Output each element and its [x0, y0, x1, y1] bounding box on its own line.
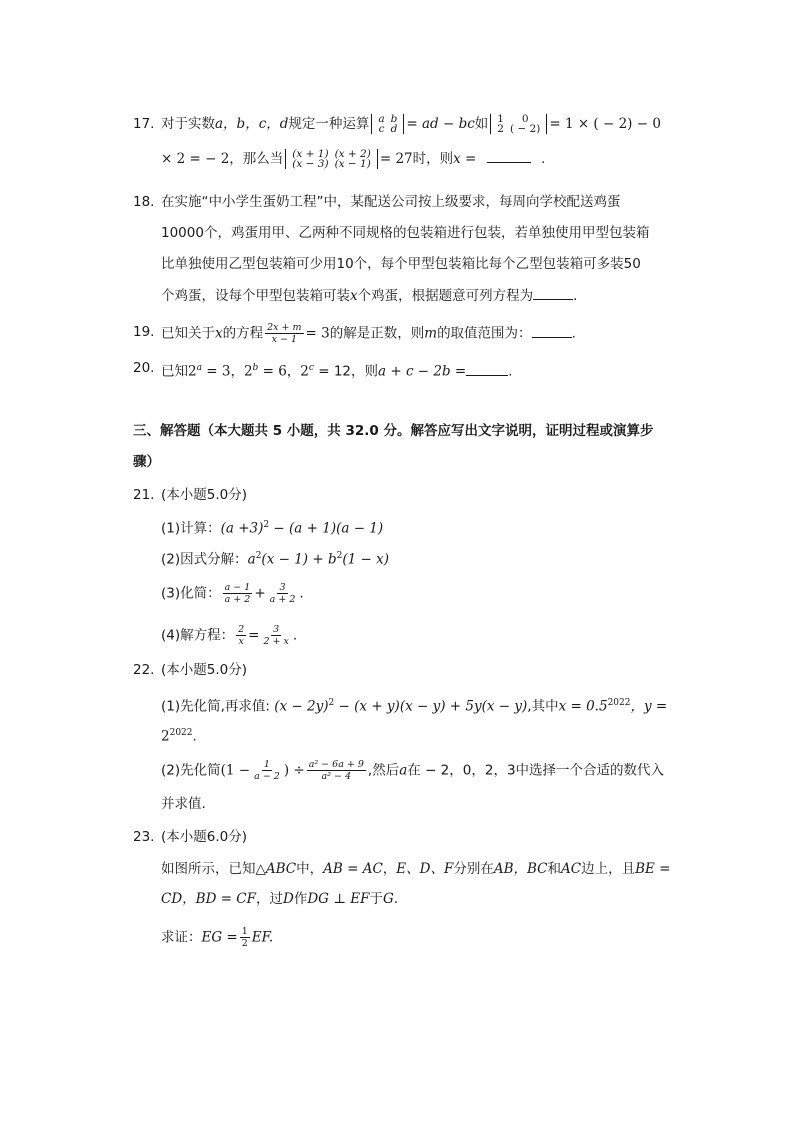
q19-fraction: $\frac{2x + m}{x - 1}$ — [267, 322, 302, 345]
q17-line1 — [161, 114, 661, 134]
q22-part1-line2: $2^{2022}$. — [161, 728, 197, 745]
q21-p4-fraction-2: $\frac{3}{2 + x}$ — [263, 624, 289, 647]
section3-heading-line1: 三、解答题（本大题共 5 小题，共 32.0 分。解答应写出文字说明，证明过程或演算步 — [133, 423, 654, 439]
q23-line2: CD，BD = CF，过D作DG ⊥ EF于G. — [161, 891, 399, 907]
q22-number: 22. — [133, 662, 155, 678]
q21-part3: (3)化简： $\frac{a - 1}{a + 2}$ + $\frac{3}{a + 2}$ . — [161, 582, 304, 605]
q20-line: 已知$2^a = 3$，$2^b = 6$，$2^c = 12$，则a + c − 2b = . — [161, 358, 513, 382]
q17-line2-b: 时，则 — [412, 151, 454, 167]
q17-determinant-1: a c b d — [371, 114, 404, 134]
q19-text-d: 的取值范围为： — [437, 325, 532, 342]
q21-header: (本小题5.0分) — [161, 487, 248, 503]
q17-answer-blank[interactable] — [487, 148, 531, 163]
q22-p2-fraction-2: $\frac{\text{a² − 6a + 9}}{\text{a² − 4}}$ — [308, 759, 364, 782]
q17-line2 — [161, 148, 545, 169]
q21-p3-fraction-2: $\frac{3}{a + 2}$ — [269, 582, 296, 605]
q17-text-a: 对于实数 — [161, 116, 215, 132]
q18-number: 18. — [133, 194, 155, 210]
section3-heading-line2: 骤） — [133, 454, 160, 470]
q22-part2-line1: (2)先化简(1 − $\frac{1}{a - 2}$ ) ÷ $\frac{\text{a² − 6a + 9}}{\text{a² − 4}}$ ,然后a在 − 2，0，2，3中选择一个合适的数代入 — [161, 759, 665, 782]
q17-end: . — [540, 151, 546, 167]
q23-line1: 如图所示，已知△ABC中，AB = AC，E、D、F分别在AB，BC和AC边上，且BE = — [161, 861, 671, 877]
q22-part2-line2: 并求值. — [161, 796, 206, 812]
q18-line4 — [161, 285, 577, 306]
q19-end: . — [571, 325, 576, 342]
q21-part2: (2)因式分解：$a^2(x - 1) + b^2(1 - x)$ — [161, 551, 389, 568]
q21-part4: (4)解方程： $\frac{2}{x}$ = $\frac{3}{2 + x}$ . — [161, 624, 298, 647]
q19-var-x: x — [215, 325, 223, 342]
q18-end: . — [573, 288, 578, 304]
q17-text-b: 规定一种运算 — [288, 116, 370, 132]
q17-line2-a: × 2 = − 2，那么当 — [161, 151, 284, 167]
q18-last-b: 个鸡蛋，根据题意可列方程为 — [357, 288, 534, 304]
q19-eq: = 3 — [305, 325, 330, 342]
q18-line1: 在实施“中小学生蛋奶工程”中，某配送公司按上级要求，每周向学校配送鸡蛋 — [161, 194, 621, 210]
q21-p3-fraction-1: $\frac{a - 1}{a + 2}$ — [224, 582, 251, 605]
q21-p4-fraction-1: $\frac{2}{x}$ — [238, 624, 245, 647]
q20-end: . — [508, 363, 513, 380]
q23-header: (本小题6.0分) — [161, 829, 248, 845]
q21-number: 21. — [133, 487, 155, 503]
q17-determinant-2: 1 2 0 ( − 2) — [490, 114, 547, 134]
q19-text-b: 的方程 — [222, 325, 264, 342]
q17-eq1: = ad − bc — [406, 116, 475, 132]
q18-var-x: x — [350, 288, 358, 304]
q19-line — [161, 322, 576, 345]
q20-number: 20. — [133, 360, 155, 376]
q18-last-a: 个鸡蛋，设每个甲型包装箱可装 — [161, 288, 350, 304]
q18-answer-blank[interactable] — [533, 285, 573, 300]
q19-answer-blank[interactable] — [532, 323, 572, 338]
q19-text-c: 的解是正数，则 — [329, 325, 425, 342]
q23-number: 23. — [133, 829, 155, 845]
q19-var-m: m — [424, 325, 438, 342]
q22-p2-fraction-1: $\frac{1}{a - 2}$ — [254, 759, 280, 782]
q18-line3: 比单独使用乙型包装箱可少用10个，每个甲型包装箱比每个乙型包装箱可多装50 — [161, 256, 641, 272]
q19-text-a: 已知关于 — [161, 325, 215, 342]
q17-number: 17. — [133, 116, 155, 132]
q22-header: (本小题5.0分) — [161, 662, 248, 678]
q17-determinant-3: (x + 1) (x − 3) (x + 2) (x − 1) — [285, 149, 378, 169]
q22-part1-line1: (1)先化简,再求值: $(x - 2y)^2 - (x + y)(x - y) + 5y(x - y)$,其中$x = 0.5^{2022}$，y = — [161, 698, 668, 715]
q18-line2: 10000个，鸡蛋用甲、乙两种不同规格的包装箱进行包装，若单独使用甲型包装箱 — [161, 225, 650, 241]
q17-vars: a，b，c，d — [215, 116, 289, 132]
q17-var-x: x = — [453, 151, 477, 167]
q23-fraction: $\frac{1}{2}$ — [241, 926, 248, 949]
q17-eq2: = 1 × ( − 2) − 0 — [549, 116, 661, 132]
q21-part1: (1)计算：$(a +3)^2 - (a + 1)(a - 1)$ — [161, 520, 384, 537]
q20-text-a: 已知 — [161, 363, 188, 380]
q19-number: 19. — [133, 324, 155, 340]
q20-expr: a + c − 2b = — [378, 363, 467, 380]
q17-text-c: 如 — [474, 116, 489, 132]
q23-line3: 求证：EG = $\frac{1}{2}$ EF. — [161, 926, 274, 949]
q17-eq3: = 27 — [379, 151, 413, 167]
q20-answer-blank[interactable] — [466, 361, 508, 376]
